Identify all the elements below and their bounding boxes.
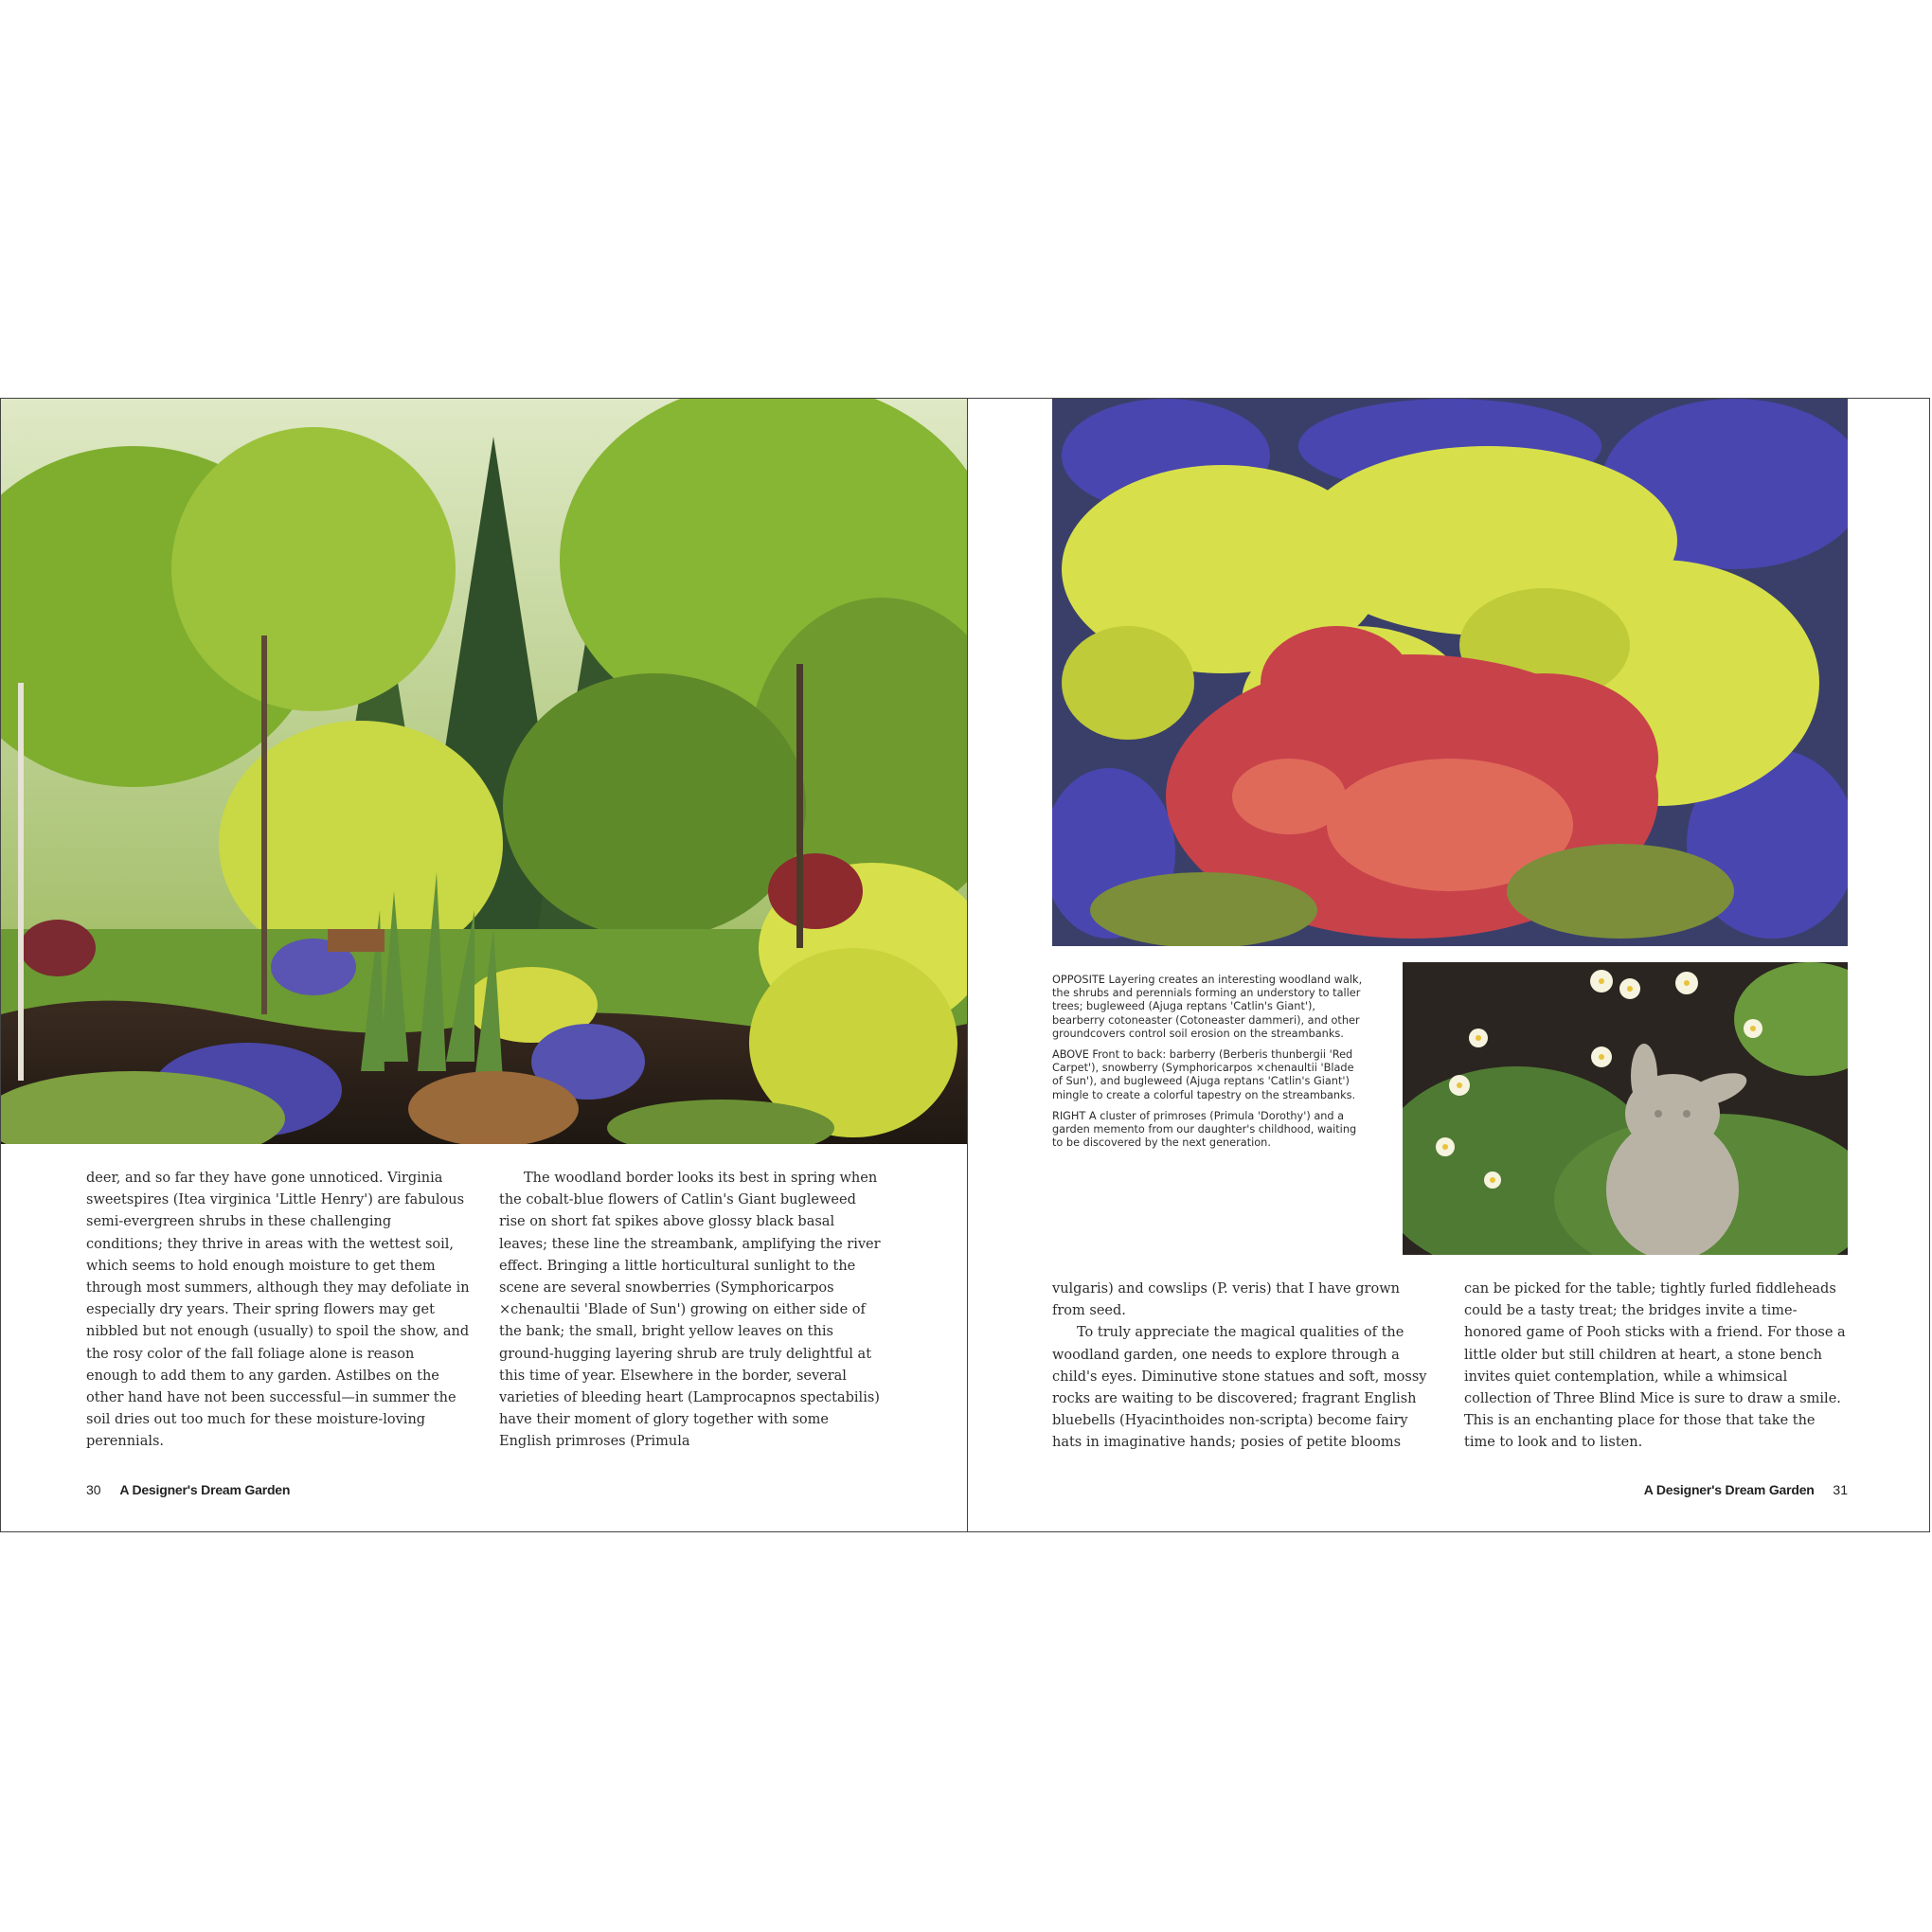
- right-folio: [1644, 1482, 1848, 1497]
- right-text-column-1: [1052, 1279, 1436, 1477]
- left-text-column-2: [499, 1168, 883, 1471]
- right-page: [968, 399, 1931, 1531]
- photo-captions: [1052, 974, 1367, 1157]
- book-spread: [0, 398, 1930, 1532]
- right-running-title: A Designer's Dream Garden: [1643, 1482, 1815, 1497]
- caption-above: ABOVE Front to back: barberry (Berberis thunbergii 'Red Carpet'), snowberry (Symphoricarpos ×chenaultii 'Blade of Sun'), and bugleweed (Ajuga reptans 'Catlin's Giant') mingle to create a colorful tapestry on the streambanks.: [1052, 1048, 1356, 1101]
- left-running-title: A Designer's Dream Garden: [119, 1482, 291, 1497]
- right-column-1-second: To truly appreciate the magical qualities of the woodland garden, one needs to explore through a child's eyes. Diminutive stone statues and soft, mossy rocks are waiting to be discovered; fragrant English bluebells (Hyacinthoides non-scripta) become fairy hats in imaginative hands; posies of petite blooms: [1052, 1325, 1427, 1451]
- caption-right: RIGHT A cluster of primroses (Primula 'Dorothy') and a garden memento from our daughter's childhood, waiting to be discovered by the next generation.: [1052, 1109, 1357, 1150]
- left-page: [1, 399, 967, 1531]
- barberry-bugleweed-photo: [1052, 399, 1848, 946]
- right-column-2-text: can be picked for the table; tightly furled fiddleheads could be a tasty treat; the bridges invite a time-honored game of Pooh sticks with a friend. For those a little older but still children at heart, a stone bench invites quiet contemplation, while a whimsical collection of Three Blind Mice is sure to draw a smile. This is an enchanting place for those that take the time to look and to listen.: [1464, 1281, 1846, 1451]
- left-text-column-1: [86, 1168, 470, 1471]
- woodland-garden-photo: [1, 399, 967, 1144]
- caption-opposite: OPPOSITE Layering creates an interesting woodland walk, the shrubs and perennials forming an understory to taller trees; bugleweed (Ajuga reptans 'Catlin's Giant'), bearberry cotoneaster (Cotoneaster dammeri), and other groundcovers control soil erosion on the streambanks.: [1052, 974, 1363, 1040]
- left-column-2-text: The woodland border looks its best in spring when the cobalt-blue flowers of Catlin's Giant bugleweed rise on short fat spikes above glossy black basal leaves; these line the streambank, amplifying the river effect. Bringing a little horticultural sunlight to the scene are several snowberries (Symphoricarpos ×chenaultii 'Blade of Sun') growing on either side of the bank; the small, bright yellow leaves on this ground-hugging layering shrub are truly delightful at this time of year. Elsewhere in the border, several varieties of bleeding heart (Lamprocapnos spectabilis) have their moment of glory together with some English primroses (Primula: [499, 1171, 881, 1450]
- right-text-column-2: [1464, 1279, 1848, 1477]
- right-column-1-first: vulgaris) and cowslips (P. veris) that I have grown from seed.: [1052, 1281, 1400, 1319]
- left-column-1-text: deer, and so far they have gone unnoticed. Virginia sweetspires (Itea virginica 'Little Henry') are fabulous semi-evergreen shrubs in these challenging conditions; they thrive in areas with the wettest soil, which seems to hold enough moisture to get them through most summers, although they may defoliate in especially dry years. Their spring flowers may get nibbled but not enough (usually) to spoil the show, and the rosy color of the fall foliage alone is reason enough to add them to any garden. Astilbes on the other hand have not been successful—in summer the soil dries out too much for these moisture-loving perennials.: [86, 1171, 470, 1450]
- primrose-bunny-photo: [1403, 962, 1848, 1255]
- left-page-number: 30: [86, 1482, 101, 1497]
- right-page-number: 31: [1833, 1482, 1848, 1497]
- left-folio: [86, 1482, 290, 1497]
